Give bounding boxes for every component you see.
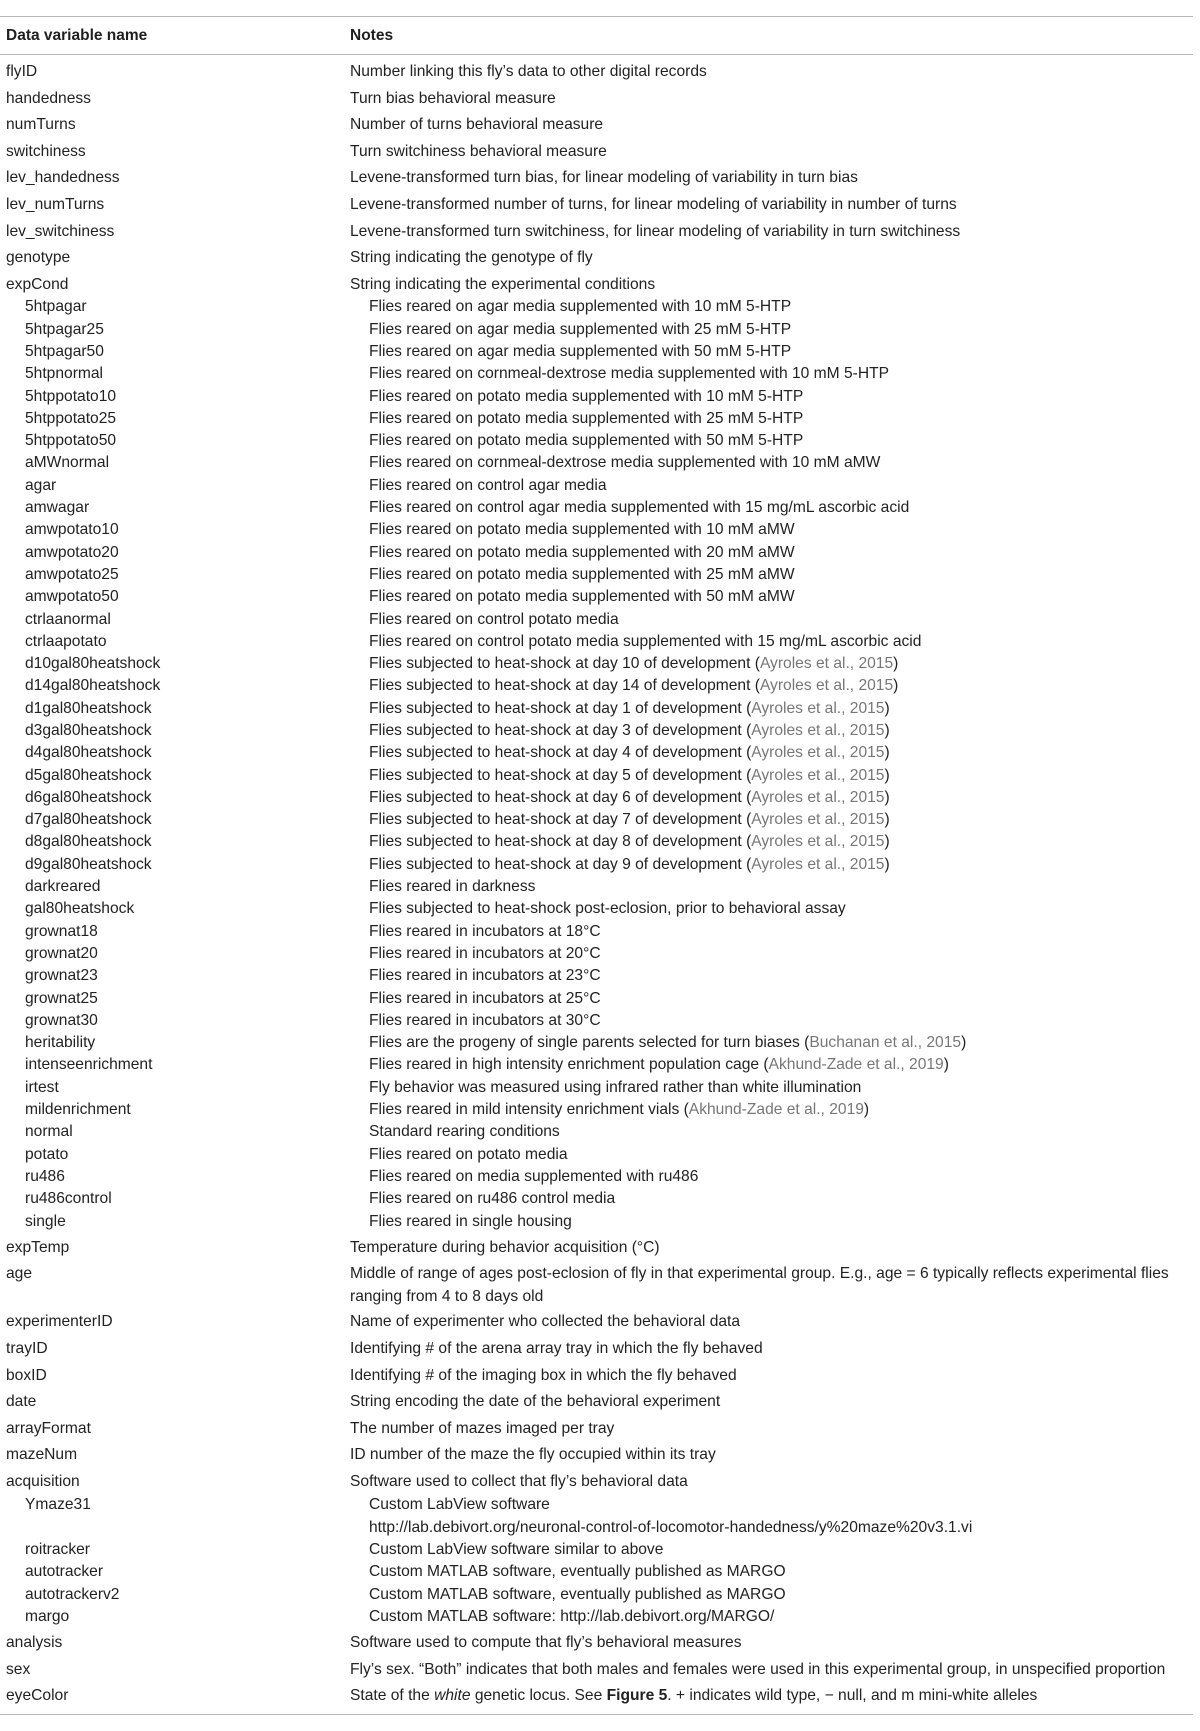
variable-name: d14gal80heatshock <box>25 677 161 695</box>
note-line: Middle of range of ages post-eclosion of fly in that experimental group. E.g., age = 6 typically reflects experimental flies <box>350 1265 1169 1283</box>
variable-name: experimenterID <box>6 1313 113 1331</box>
variable-note: Turn bias behavioral measure <box>350 89 556 107</box>
table-row <box>0 1010 1193 1032</box>
variable-name: mildenrichment <box>25 1101 131 1119</box>
variable-note: Flies reared on control agar media supplemented with 15 mg/mL ascorbic acid <box>369 499 910 517</box>
note-text: State of the <box>350 1687 435 1705</box>
note-text: ) <box>884 788 890 806</box>
table-row <box>0 609 1193 631</box>
variable-name: grownat20 <box>25 944 98 962</box>
variable-name: trayID <box>6 1340 48 1357</box>
table-row <box>0 1144 1193 1166</box>
variable-name: 5htppotato25 <box>25 409 117 427</box>
note-text: ) <box>884 811 890 829</box>
variable-name: d3gal80heatshock <box>25 721 152 739</box>
table-row <box>0 1655 1193 1682</box>
table-row <box>0 1440 1193 1467</box>
variable-name: age <box>6 1265 33 1283</box>
table-row <box>0 1681 1193 1708</box>
variable-note: Flies reared in darkness <box>369 878 536 896</box>
variable-name: lev_handedness <box>6 169 120 187</box>
citation-link: Ayroles et al., 2015 <box>759 655 894 673</box>
variable-name: analysis <box>6 1634 63 1652</box>
table-row <box>0 57 1193 84</box>
table-row <box>0 408 1193 430</box>
variable-note <box>369 742 1189 764</box>
variable-note: Custom LabView software similar to above <box>369 1541 664 1559</box>
variable-note: Flies reared on control potato media supplemented with 15 mg/mL ascorbic acid <box>369 632 922 650</box>
variable-note: Standard rearing conditions <box>369 1123 560 1141</box>
variable-note: The number of mazes imaged per tray <box>350 1419 615 1437</box>
table-row <box>0 1467 1193 1495</box>
variable-name: ctrlaapotato <box>25 632 107 650</box>
table-row <box>0 1233 1193 1260</box>
table-row <box>0 243 1193 270</box>
variable-note: Flies reared on cornmeal-dextrose media supplemented with 10 mM aMW <box>369 454 881 472</box>
variable-name: 5htpagar <box>25 298 87 316</box>
variable-note: Flies reared on potato media supplemented with 10 mM aMW <box>369 521 795 539</box>
variable-name: d8gal80heatshock <box>25 833 152 851</box>
variable-note: Flies reared on potato media <box>369 1145 568 1163</box>
variable-note: Flies reared in incubators at 23°C <box>369 967 601 985</box>
note-text: Flies are the progeny of single parents selected for turn biases ( <box>369 1034 810 1052</box>
table-row <box>0 1584 1193 1606</box>
variable-note: Name of experimenter who collected the behavioral data <box>350 1313 741 1331</box>
variable-name: sex <box>6 1660 31 1678</box>
table-row <box>0 84 1193 111</box>
variable-note: Number linking this fly’s data to other digital records <box>350 63 707 80</box>
note-text: . + indicates wild type, − null, and m mini-white alleles <box>667 1687 1038 1705</box>
table-row <box>0 190 1193 217</box>
note-text: Flies subjected to heat-shock at day 8 of development ( <box>369 833 752 851</box>
variable-name: amwpotato25 <box>25 565 119 583</box>
variable-note <box>369 1099 1189 1121</box>
variable-name: ctrlaanormal <box>25 610 111 628</box>
note-text: Flies subjected to heat-shock at day 4 of development ( <box>369 744 752 762</box>
table-row <box>0 742 1193 764</box>
table-row <box>0 1628 1193 1655</box>
header-notes: Notes <box>350 26 394 44</box>
variable-note <box>369 854 1189 876</box>
table-row <box>0 1387 1193 1414</box>
variable-note <box>350 1263 1189 1308</box>
table-row <box>0 631 1193 653</box>
table-row <box>0 898 1193 920</box>
table-row <box>0 1561 1193 1583</box>
variable-name: acquisition <box>6 1472 80 1490</box>
variable-name: single <box>25 1212 66 1230</box>
variable-note: String encoding the date of the behavioral experiment <box>350 1393 721 1411</box>
table-row <box>0 475 1193 497</box>
variable-note: Levene-transformed turn bias, for linear modeling of variability in turn bias <box>350 169 858 187</box>
variable-note: Number of turns behavioral measure <box>350 116 604 134</box>
variable-note: Flies reared on media supplemented with ru486 <box>369 1167 699 1185</box>
note-text: ) <box>884 699 890 717</box>
citation-link: Ayroles et al., 2015 <box>751 833 885 851</box>
variable-name: d9gal80heatshock <box>25 855 152 873</box>
citation-link: Akhund-Zade et al., 2019 <box>688 1101 864 1119</box>
citation-link: Ayroles et al., 2015 <box>751 855 885 873</box>
table-row <box>0 1494 1193 1539</box>
table-row <box>0 564 1193 586</box>
variable-name: ru486 <box>25 1167 65 1185</box>
table-row <box>0 876 1193 898</box>
variable-note <box>369 809 1189 831</box>
variable-note <box>369 1032 1189 1054</box>
table-row <box>0 163 1193 190</box>
header-variable-name: Data variable name <box>6 26 148 44</box>
table-row <box>0 110 1193 137</box>
table-row <box>0 1606 1193 1628</box>
variable-name: 5htppotato50 <box>25 432 117 450</box>
variable-name: potato <box>25 1145 69 1163</box>
variable-note: Flies reared on ru486 control media <box>369 1190 616 1208</box>
table-row <box>0 586 1193 608</box>
variable-note <box>369 831 1189 853</box>
variable-name: flyID <box>6 63 38 80</box>
note-text: genetic locus. See <box>470 1687 607 1705</box>
table-row <box>0 1414 1193 1441</box>
note-text: Flies subjected to heat-shock at day 5 of development ( <box>369 766 752 784</box>
variable-note: Flies reared in incubators at 30°C <box>369 1011 601 1029</box>
variable-note: Identifying # of the arena array tray in which the fly behaved <box>350 1340 763 1357</box>
note-text: Flies subjected to heat-shock at day 9 of development ( <box>369 855 752 873</box>
variable-name: amwpotato10 <box>25 521 119 539</box>
variable-name: eyeColor <box>6 1687 69 1705</box>
table-row <box>0 698 1193 720</box>
table-row <box>0 1188 1193 1210</box>
variable-note <box>369 1494 1189 1539</box>
citation-link: Ayroles et al., 2015 <box>751 811 885 829</box>
variable-note: Software used to collect that fly’s behavioral data <box>350 1472 688 1490</box>
variable-name: arrayFormat <box>6 1419 91 1437</box>
table-header <box>0 17 1193 54</box>
variable-name: handedness <box>6 89 91 107</box>
variable-name: normal <box>25 1123 73 1141</box>
variable-note: Custom MATLAB software, eventually published as MARGO <box>369 1563 786 1581</box>
variable-name: grownat23 <box>25 967 98 985</box>
table-row <box>0 296 1193 318</box>
table-row <box>0 341 1193 363</box>
variable-note <box>369 765 1189 787</box>
table-row <box>0 988 1193 1010</box>
variable-name: amwpotato50 <box>25 588 119 606</box>
variable-name: genotype <box>6 249 71 267</box>
citation-link: Ayroles et al., 2015 <box>759 677 894 695</box>
variable-note: Flies reared on potato media supplemented with 50 mM 5-HTP <box>369 432 804 450</box>
note-text: Flies reared in high intensity enrichment population cage ( <box>369 1056 769 1074</box>
table-row <box>0 921 1193 943</box>
variable-note: Fly’s sex. “Both” indicates that both males and females were used in this experimental group, in unspecified proportion <box>350 1660 1166 1678</box>
variable-name: gal80heatshock <box>25 900 135 918</box>
variable-name: 5htppotato10 <box>25 387 117 405</box>
variable-note: Fly behavior was measured using infrared rather than white illumination <box>369 1078 862 1096</box>
variable-name: lev_numTurns <box>6 195 105 213</box>
variable-note: Temperature during behavior acquisition (°C) <box>350 1238 660 1256</box>
table-row <box>0 270 1193 297</box>
figure-reference: Figure 5 <box>606 1687 668 1705</box>
variable-note <box>369 720 1189 742</box>
variable-name: d10gal80heatshock <box>25 655 161 673</box>
variable-note: Flies reared on cornmeal-dextrose media supplemented with 10 mM 5-HTP <box>369 365 890 383</box>
variable-name: grownat30 <box>25 1011 98 1029</box>
variable-name: Ymaze31 <box>25 1496 91 1514</box>
variable-name: d1gal80heatshock <box>25 699 152 717</box>
variable-note: Levene-transformed number of turns, for linear modeling of variability in number of turns <box>350 195 957 213</box>
variable-note: Flies reared on control agar media <box>369 476 607 494</box>
variable-name: expTemp <box>6 1238 70 1256</box>
variable-note: Flies reared on agar media supplemented with 25 mM 5-HTP <box>369 320 792 338</box>
variable-note: Custom MATLAB software: http://lab.debivort.org/MARGO/ <box>369 1607 775 1625</box>
citation-link: Ayroles et al., 2015 <box>751 699 885 717</box>
variable-note <box>369 653 1189 675</box>
variable-name: amwpotato20 <box>25 543 119 561</box>
variable-note: Identifying # of the imaging box in which the fly behaved <box>350 1366 737 1384</box>
variable-name: grownat25 <box>25 989 98 1007</box>
note-text: ) <box>884 833 890 851</box>
variable-name: boxID <box>6 1366 47 1384</box>
table-row <box>0 675 1193 697</box>
table-row <box>0 653 1193 675</box>
variable-name: autotrackerv2 <box>25 1585 120 1603</box>
note-line: http://lab.debivort.org/neuronal-control-of-locomotor-handedness/y%20maze%20v3.1.vi <box>369 1518 973 1536</box>
note-text: Flies subjected to heat-shock at day 6 of development ( <box>369 788 752 806</box>
table-row <box>0 831 1193 853</box>
variable-name: switchiness <box>6 142 86 160</box>
table-row <box>0 519 1193 541</box>
variable-name: intenseenrichment <box>25 1056 153 1074</box>
note-text: ) <box>961 1034 967 1052</box>
citation-link: Buchanan et al., 2015 <box>809 1034 962 1052</box>
variable-name: numTurns <box>6 116 76 134</box>
citation-link: Ayroles et al., 2015 <box>751 788 885 806</box>
variable-name: agar <box>25 476 57 494</box>
table-row <box>0 965 1193 987</box>
table-row <box>0 1307 1193 1334</box>
variable-note: String indicating the genotype of fly <box>350 249 593 267</box>
variable-note: Flies reared on agar media supplemented with 10 mM 5-HTP <box>369 298 792 316</box>
citation-link: Ayroles et al., 2015 <box>751 721 885 739</box>
variable-note <box>369 675 1189 697</box>
note-text: ) <box>893 677 899 695</box>
note-line: ranging from 4 to 8 days old <box>350 1287 544 1305</box>
table-row <box>0 497 1193 519</box>
table-row <box>0 787 1193 809</box>
variable-name: darkreared <box>25 878 101 896</box>
table-row <box>0 217 1193 244</box>
note-text: ) <box>943 1056 949 1074</box>
variable-note: Flies reared in incubators at 18°C <box>369 922 601 940</box>
note-text: ) <box>884 721 890 739</box>
table-row <box>0 1211 1193 1233</box>
table-row <box>0 1259 1193 1307</box>
variable-note: Software used to compute that fly’s behavioral measures <box>350 1634 742 1652</box>
note-text: Flies subjected to heat-shock at day 10 of development ( <box>369 655 760 673</box>
variable-name: margo <box>25 1607 70 1625</box>
variable-name: aMWnormal <box>25 454 110 472</box>
table-row <box>0 1166 1193 1188</box>
variable-name: heritability <box>25 1034 96 1052</box>
variable-note: Flies reared on agar media supplemented with 50 mM 5-HTP <box>369 342 792 360</box>
table-row <box>0 1077 1193 1099</box>
table-row <box>0 137 1193 164</box>
variable-note <box>350 1685 1189 1707</box>
table-row <box>0 854 1193 876</box>
table-row <box>0 720 1193 742</box>
variable-name: roitracker <box>25 1541 90 1559</box>
bottom-rule <box>0 1714 1193 1715</box>
variable-note <box>369 1054 1189 1076</box>
table-row <box>0 363 1193 385</box>
variable-name: grownat18 <box>25 922 98 940</box>
variable-name: d5gal80heatshock <box>25 766 152 784</box>
variable-note <box>369 698 1189 720</box>
variable-note: Flies reared on potato media supplemented with 10 mM 5-HTP <box>369 387 804 405</box>
variable-name: 5htpagar25 <box>25 320 104 338</box>
variable-name: date <box>6 1393 37 1411</box>
note-text: ) <box>884 855 890 873</box>
note-text: Flies reared in mild intensity enrichment vials ( <box>369 1101 689 1119</box>
variable-name: amwagar <box>25 499 90 517</box>
variable-note: Flies reared on potato media supplemented with 50 mM aMW <box>369 588 795 606</box>
variable-name: ru486control <box>25 1190 112 1208</box>
note-line: Custom LabView software <box>369 1496 550 1514</box>
variable-note: Flies reared on potato media supplemented with 25 mM aMW <box>369 565 795 583</box>
table-row <box>0 319 1193 341</box>
note-text: ) <box>884 744 890 762</box>
variable-name: d7gal80heatshock <box>25 811 152 829</box>
variable-note: Flies reared on potato media supplemented with 20 mM aMW <box>369 543 795 561</box>
note-text: Flies subjected to heat-shock at day 3 of development ( <box>369 721 752 739</box>
variable-name: expCond <box>6 275 69 293</box>
variable-note: String indicating the experimental conditions <box>350 275 656 293</box>
variable-note: Flies reared on control potato media <box>369 610 619 628</box>
variable-note: Turn switchiness behavioral measure <box>350 142 607 160</box>
variable-note: Flies reared on potato media supplemented with 25 mM 5-HTP <box>369 409 804 427</box>
table-row <box>0 1334 1193 1361</box>
table-row <box>0 1032 1193 1054</box>
note-text: ) <box>893 655 899 673</box>
table-row <box>0 542 1193 564</box>
table-row <box>0 1539 1193 1561</box>
variable-note <box>369 787 1189 809</box>
table-row <box>0 1099 1193 1121</box>
note-text: Flies subjected to heat-shock at day 14 of development ( <box>369 677 760 695</box>
variable-note: Levene-transformed turn switchiness, for linear modeling of variability in turn switchiness <box>350 222 961 240</box>
note-text: ) <box>863 1101 870 1119</box>
variable-note: ID number of the maze the fly occupied within its tray <box>350 1446 716 1464</box>
table-row <box>0 386 1193 408</box>
table-row <box>0 430 1193 452</box>
note-text: ) <box>884 766 890 784</box>
variable-name: lev_switchiness <box>6 222 115 240</box>
variable-name: d4gal80heatshock <box>25 744 152 762</box>
variable-name: irtest <box>25 1078 59 1096</box>
table-row <box>0 1054 1193 1076</box>
variable-note: Flies reared in incubators at 20°C <box>369 944 601 962</box>
table-row <box>0 452 1193 474</box>
variable-name: 5htpnormal <box>25 365 104 383</box>
variable-name: d6gal80heatshock <box>25 788 152 806</box>
table-body <box>0 55 1193 1708</box>
variable-name: autotracker <box>25 1563 104 1581</box>
variable-note: Flies reared in incubators at 25°C <box>369 989 601 1007</box>
variable-name: mazeNum <box>6 1446 78 1464</box>
gene-name: white <box>434 1687 471 1705</box>
note-text: Flies subjected to heat-shock at day 1 of development ( <box>369 699 752 717</box>
variable-note: Flies reared in single housing <box>369 1212 572 1230</box>
citation-link: Ayroles et al., 2015 <box>751 766 885 784</box>
table-row <box>0 1121 1193 1143</box>
table-row <box>0 1361 1193 1388</box>
table-row <box>0 765 1193 787</box>
table-row <box>0 943 1193 965</box>
citation-link: Ayroles et al., 2015 <box>751 744 885 762</box>
note-text: Flies subjected to heat-shock at day 7 of development ( <box>369 811 752 829</box>
variable-note: Custom MATLAB software, eventually published as MARGO <box>369 1585 786 1603</box>
variable-note: Flies subjected to heat-shock post-eclosion, prior to behavioral assay <box>369 900 846 918</box>
table-row <box>0 809 1193 831</box>
variable-name: 5htpagar50 <box>25 342 104 360</box>
citation-link: Akhund-Zade et al., 2019 <box>768 1056 944 1074</box>
